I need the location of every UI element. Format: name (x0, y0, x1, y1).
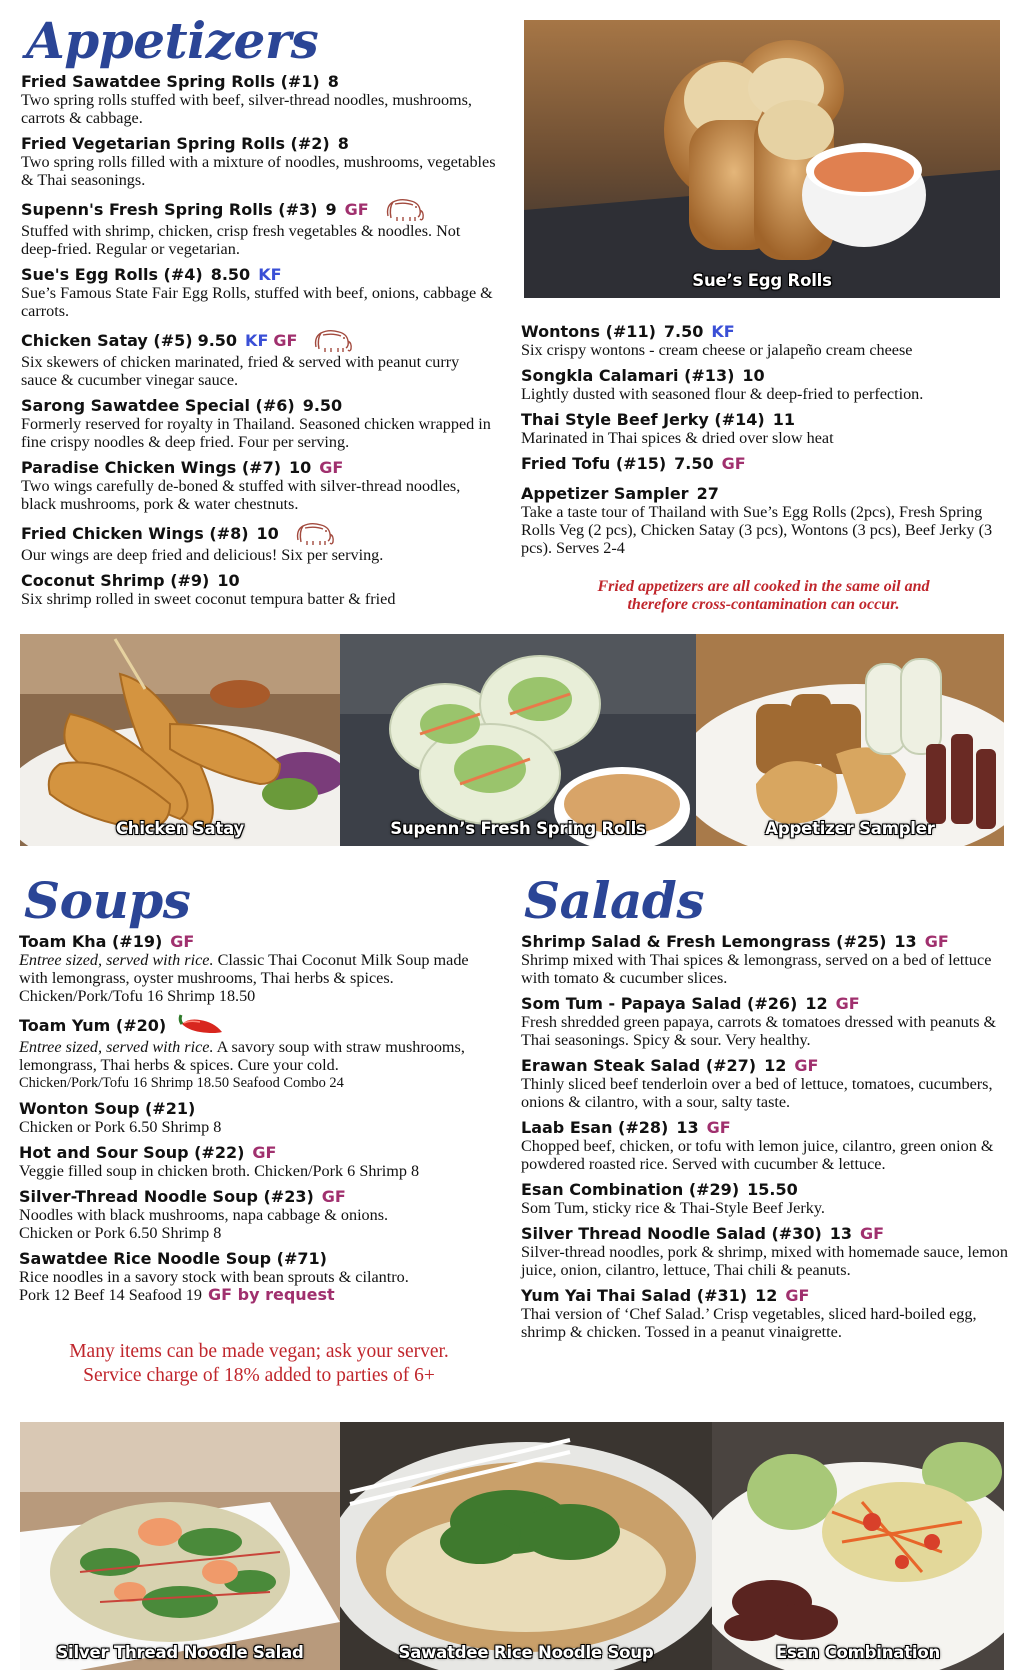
item-description: Shrimp mixed with Thai spices & lemongrass, served on a bed of lettuce with tomato & cucumber slices. (521, 951, 992, 987)
gluten-free-badge: GF (319, 458, 344, 477)
chili-pepper-icon (178, 1012, 224, 1038)
item-name: Wontons (#11) (521, 322, 656, 341)
appetizers-left-column (21, 72, 496, 615)
item-price: 10 (742, 366, 765, 385)
menu-item (19, 1143, 499, 1180)
soups-title: Soups (24, 871, 191, 930)
item-name: Coconut Shrimp (#9) (21, 571, 210, 590)
rice-noodle-soup-photo (340, 1422, 712, 1670)
cross-contamination-warning (521, 578, 1006, 614)
noodle-soup-image (340, 1422, 712, 1670)
menu-item (21, 196, 496, 258)
photo-caption: Sawatdee Rice Noodle Soup (398, 1643, 654, 1662)
item-description: Rice noodles in a savory stock with bean sprouts & cilantro. (19, 1268, 409, 1286)
item-price: 15.50 (747, 1180, 798, 1199)
fresh-spring-rolls-image (340, 634, 696, 846)
menu-item (521, 366, 1006, 403)
gluten-free-badge: GF (924, 932, 949, 951)
noodle-salad-image (20, 1422, 340, 1670)
item-description: Thinly sliced beef tenderloin over a bed of lettuce, tomatoes, cucumbers, onions & cilantro, with a sour, salty taste. (521, 1075, 993, 1111)
menu-item (21, 396, 496, 451)
photo-caption: Sue’s Egg Rolls (692, 271, 832, 290)
item-description: Our wings are deep fried and delicious! Six per serving. (21, 546, 384, 564)
item-price: 8 (337, 134, 349, 153)
menu-item (521, 322, 1006, 359)
item-price: 8 (327, 72, 339, 91)
item-description (19, 951, 499, 987)
menu-item (21, 327, 496, 389)
menu-item (521, 484, 1006, 557)
gluten-free-badge: GF (785, 1286, 810, 1305)
item-name: Fried Chicken Wings (#8) (21, 523, 249, 543)
item-description: Two spring rolls filled with a mixture of noodles, mushrooms, vegetables & Thai seasonings. (21, 153, 496, 189)
item-name: Shrimp Salad & Fresh Lemongrass (#25) (521, 932, 887, 951)
gluten-free-badge: GF (273, 330, 298, 350)
item-name: Fried Sawatdee Spring Rolls (#1) (21, 72, 320, 91)
item-price: 11 (772, 410, 795, 429)
item-name: Erawan Steak Salad (#27) (521, 1056, 757, 1075)
item-price: 8.50 (210, 265, 251, 284)
elephant-icon (383, 196, 425, 222)
menu-item (521, 454, 1006, 473)
item-description: Six crispy wontons - cream cheese or jalapeño cream cheese (521, 341, 913, 359)
item-price: 13 (829, 1224, 853, 1243)
item-description: Silver-thread noodles, pork & shrimp, mixed with homemade sauce, lemon juice, onion, cilantro, lettuce, Thai chili & peanuts. (521, 1243, 1008, 1279)
item-price: 10 (217, 571, 240, 590)
gluten-free-badge: GF (344, 199, 369, 219)
item-name: Songkla Calamari (#13) (521, 366, 735, 385)
item-description: Formerly reserved for royalty in Thailand. Seasoned chicken wrapped in fine crispy noodles & deep fried. Four per serving. (21, 415, 491, 451)
esan-combination-image (712, 1422, 1004, 1670)
gluten-free-badge: GF (321, 1187, 346, 1206)
appetizers-right-column (521, 322, 1006, 564)
item-description: Stuffed with shrimp, chicken, crisp fresh vegetables & noodles. Not deep-fried. Regular or vegetarian. (21, 222, 461, 258)
menu-item (19, 1187, 499, 1242)
silver-thread-noodle-salad-photo (20, 1422, 340, 1670)
appetizers-title: Appetizers (26, 11, 319, 70)
menu-item (19, 932, 499, 1005)
item-description: Two spring rolls stuffed with beef, silver-thread noodles, mushrooms, carrots & cabbage. (21, 91, 472, 127)
item-name: Yum Yai Thai Salad (#31) (521, 1286, 748, 1305)
kid-friendly-badge: KF (711, 322, 735, 341)
salads-column (521, 932, 1011, 1348)
item-price: 9 (325, 199, 337, 219)
item-description: Som Tum, sticky rice & Thai-Style Beef Jerky. (521, 1199, 825, 1217)
item-price: 7.50 (674, 454, 714, 473)
fresh-spring-rolls-photo (340, 634, 696, 846)
menu-item (521, 1286, 1011, 1341)
item-price: 10 (256, 523, 279, 543)
item-prices: Pork 12 Beef 14 Seafood 19 (19, 1286, 202, 1304)
photo-caption: Chicken Satay (115, 819, 245, 838)
item-description: Noodles with black mushrooms, napa cabbage & onions. (19, 1206, 389, 1224)
notice-line: Many items can be made vegan; ask your server. (69, 1341, 449, 1362)
item-description: Fresh shredded green papaya, carrots & tomatoes dressed with peanuts & Thai seasonings. Spicy & sour. Very healthy. (521, 1013, 997, 1049)
menu-item (21, 265, 496, 320)
gluten-free-by-request-badge: GF by request (207, 1285, 335, 1304)
soups-column (19, 932, 499, 1311)
menu-item (521, 1224, 1011, 1279)
item-name: Som Tum - Papaya Salad (#26) (521, 994, 798, 1013)
photo-caption: Appetizer Sampler (765, 819, 935, 838)
item-name: Fried Tofu (#15) (521, 454, 667, 473)
item-note: Entree sized, served with rice. (19, 1038, 214, 1056)
item-name: Toam Yum (#20) (19, 1015, 167, 1035)
menu-item (21, 571, 496, 608)
item-description: Six shrimp rolled in sweet coconut tempura batter & fried (21, 590, 396, 608)
item-name: Toam Kha (#19) (19, 932, 163, 951)
item-name: Fried Vegetarian Spring Rolls (#2) (21, 134, 330, 153)
item-name: Silver Thread Noodle Salad (#30) (521, 1224, 822, 1243)
egg-rolls-photo (524, 20, 1000, 298)
item-price: 9.50 (197, 330, 238, 350)
item-price: 12 (755, 1286, 778, 1305)
esan-combination-photo (712, 1422, 1004, 1670)
item-name: Sue's Egg Rolls (#4) (21, 265, 203, 284)
item-name: Esan Combination (#29) (521, 1180, 740, 1199)
gluten-free-badge: GF (170, 932, 195, 951)
gluten-free-badge: GF (835, 994, 860, 1013)
photo-caption: Esan Combination (775, 1643, 941, 1662)
item-price: 27 (696, 484, 719, 503)
notice-line: Service charge of 18% added to parties of 6+ (83, 1365, 435, 1386)
menu-item (521, 410, 1006, 447)
item-prices: Chicken or Pork 6.50 Shrimp 8 (19, 1224, 222, 1242)
item-note: Entree sized, served with rice. (19, 951, 214, 969)
menu-item (521, 1180, 1011, 1217)
item-description: Six skewers of chicken marinated, fried & served with peanut curry sauce & cucumber vinegar sauce. (21, 353, 460, 389)
item-price: 13 (676, 1118, 699, 1137)
item-description: Thai version of ‘Chef Salad.’ Crisp vegetables, sliced hard-boiled egg, shrimp & chicken. Tossed in a peanut vinaigrette. (521, 1305, 977, 1341)
menu-item (21, 134, 496, 189)
menu-item (19, 1012, 499, 1092)
item-name: Sawatdee Rice Noodle Soup (#71) (19, 1249, 327, 1268)
item-prices-line (19, 1286, 499, 1304)
item-description (19, 1038, 499, 1074)
menu-item (521, 994, 1011, 1049)
item-prices: Chicken/Pork/Tofu 16 Shrimp 18.50 Seafood Combo 24 (19, 1075, 344, 1091)
item-description: Marinated in Thai spices & dried over slow heat (521, 429, 834, 447)
item-description: Veggie filled soup in chicken broth. Chicken/Pork 6 Shrimp 8 (19, 1162, 420, 1180)
item-name: Wonton Soup (#21) (19, 1099, 196, 1118)
item-name: Thai Style Beef Jerky (#14) (521, 410, 765, 429)
menu-item (21, 72, 496, 127)
item-name: Silver-Thread Noodle Soup (#23) (19, 1187, 314, 1206)
item-description-text: A savory soup with straw mushrooms, lemongrass, Thai herbs & spices. Cure your cold. (19, 1038, 465, 1074)
item-name: Hot and Sour Soup (#22) (19, 1143, 245, 1162)
menu-item (19, 1099, 499, 1136)
item-price: 12 (805, 994, 828, 1013)
vegan-service-notice (19, 1340, 499, 1388)
photo-caption: Supenn’s Fresh Spring Rolls (390, 819, 646, 838)
chicken-satay-photo (20, 634, 340, 846)
gluten-free-badge: GF (706, 1118, 731, 1137)
item-price: 13 (894, 932, 917, 951)
item-name: Appetizer Sampler (521, 484, 689, 503)
item-name: Sarong Sawatdee Special (#6) (21, 396, 295, 415)
menu-item (521, 932, 1011, 987)
item-price: 9.50 (302, 396, 343, 415)
item-price: 10 (289, 458, 312, 477)
menu-item (19, 1249, 499, 1304)
gluten-free-badge: GF (721, 454, 746, 473)
photo-caption: Silver Thread Noodle Salad (56, 1643, 304, 1662)
item-name: Supenn's Fresh Spring Rolls (#3) (21, 199, 318, 219)
kid-friendly-badge: KF (258, 265, 282, 284)
item-name: Paradise Chicken Wings (#7) (21, 458, 282, 477)
item-prices: Chicken/Pork/Tofu 16 Shrimp 18.50 (19, 987, 256, 1005)
menu-item (521, 1118, 1011, 1173)
menu-item (521, 1056, 1011, 1111)
appetizer-sampler-photo (696, 634, 1004, 846)
gluten-free-badge: GF (794, 1056, 819, 1075)
item-description-text: Classic Thai Coconut Milk Soup made with lemongrass, oyster mushrooms, Thai herbs & spices. (19, 951, 469, 987)
chicken-satay-image (20, 634, 340, 846)
appetizer-sampler-image (696, 634, 1004, 846)
egg-rolls-image (524, 20, 1000, 298)
item-description: Chicken or Pork 6.50 Shrimp 8 (19, 1118, 222, 1136)
salads-title: Salads (524, 871, 705, 930)
kid-friendly-badge: KF (245, 330, 269, 350)
warning-line: therefore cross-contamination can occur. (627, 596, 900, 613)
warning-line: Fried appetizers are all cooked in the same oil and (597, 578, 930, 595)
item-description: Take a taste tour of Thailand with Sue’s Egg Rolls (2pcs), Fresh Spring Rolls Veg (2 pcs), Chicken Satay (3 pcs), Wontons (3 pcs), Beef Jerky (3 pcs). Serves 2-4 (521, 503, 993, 557)
menu-item (21, 520, 496, 564)
item-description: Sue’s Famous State Fair Egg Rolls, stuffed with beef, onions, cabbage & carrots. (21, 284, 493, 320)
item-description: Two wings carefully de-boned & stuffed with silver-thread noodles, black mushrooms, pork & water chestnuts. (21, 477, 461, 513)
item-name: Chicken Satay (#5) (21, 330, 193, 350)
gluten-free-badge: GF (252, 1143, 277, 1162)
elephant-icon (293, 520, 335, 546)
item-description: Lightly dusted with seasoned flour & deep-fried to perfection. (521, 385, 924, 403)
elephant-icon (311, 327, 353, 353)
item-price: 12 (764, 1056, 787, 1075)
item-description: Chopped beef, chicken, or tofu with lemon juice, cilantro, green onion & powdered roasted rice. Served with cucumber & lettuce. (521, 1137, 994, 1173)
item-name: Laab Esan (#28) (521, 1118, 669, 1137)
menu-item (21, 458, 496, 513)
item-price: 7.50 (663, 322, 704, 341)
gluten-free-badge: GF (860, 1224, 885, 1243)
